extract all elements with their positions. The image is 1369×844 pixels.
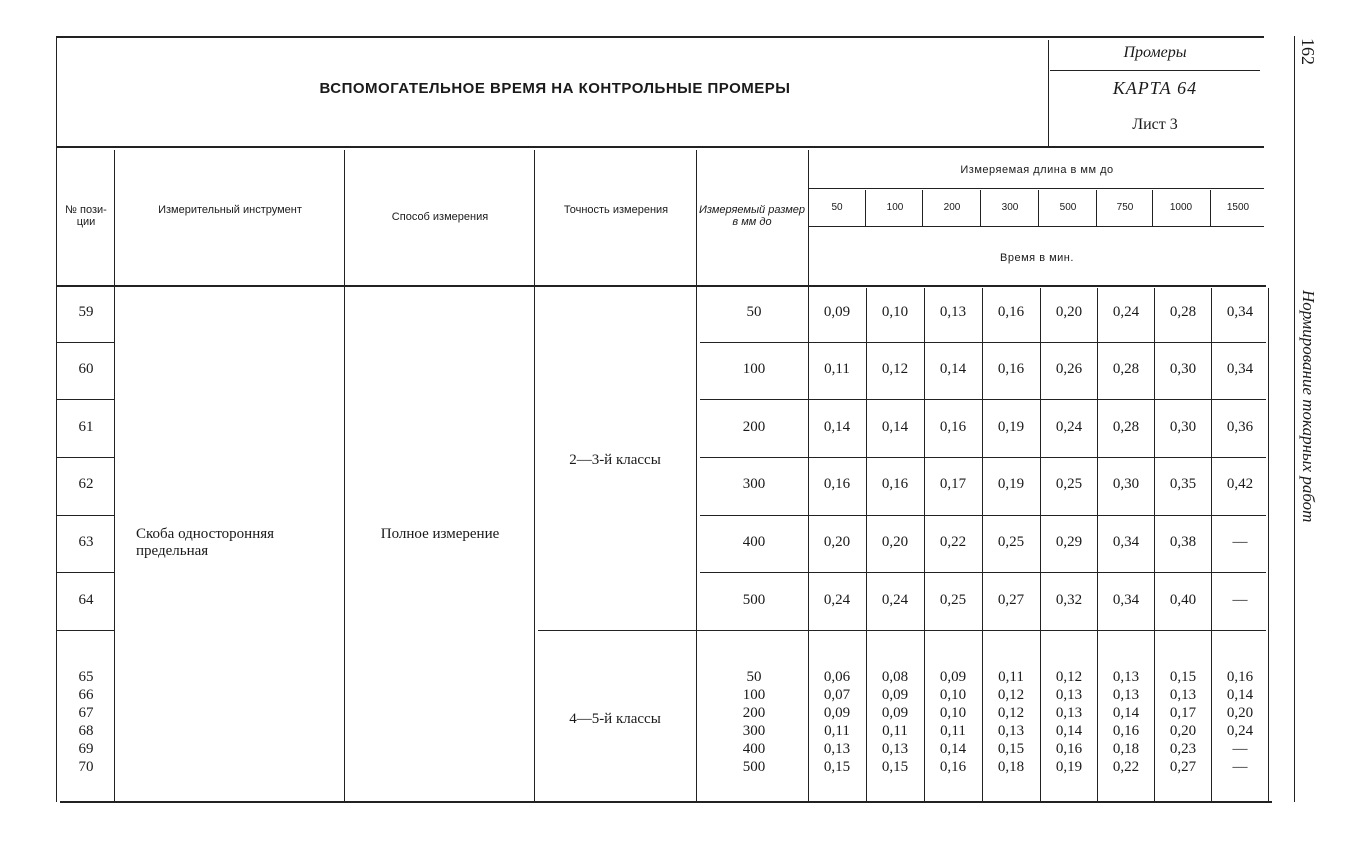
position-number: 60 bbox=[78, 361, 94, 377]
time-value: 0,13 bbox=[997, 723, 1025, 739]
time-value: 0,20 bbox=[1226, 705, 1254, 721]
time-value: 0,32 bbox=[1055, 592, 1083, 608]
time-value: 0,16 bbox=[1112, 723, 1140, 739]
time-value: 0,09 bbox=[823, 705, 851, 721]
position-number: 69 bbox=[78, 741, 94, 757]
position-number: 62 bbox=[78, 476, 94, 492]
time-value: 0,13 bbox=[1169, 687, 1197, 703]
val-col-sep bbox=[1268, 288, 1269, 802]
position-number: 63 bbox=[78, 534, 94, 550]
time-value: 0,12 bbox=[997, 705, 1025, 721]
time-value: 0,07 bbox=[823, 687, 851, 703]
time-value: 0,34 bbox=[1112, 534, 1140, 550]
col-line-1 bbox=[114, 150, 115, 802]
method-cell: Полное измерение bbox=[380, 526, 500, 542]
time-value: 0,24 bbox=[1055, 419, 1083, 435]
time-value: 0,34 bbox=[1226, 304, 1254, 320]
colhead-position: № пози-ции bbox=[65, 204, 107, 228]
row-sep bbox=[700, 572, 1266, 573]
time-value: 0,20 bbox=[823, 534, 851, 550]
time-value: 0,14 bbox=[881, 419, 909, 435]
position-number: 66 bbox=[78, 687, 94, 703]
card-number: КАРТА 64 bbox=[1112, 78, 1198, 98]
time-value: 0,15 bbox=[997, 741, 1025, 757]
time-value: 0,09 bbox=[823, 304, 851, 320]
time-value: 0,26 bbox=[1055, 361, 1083, 377]
colhead-size: Измеряемый размер в мм до bbox=[699, 204, 805, 228]
time-value: 0,40 bbox=[1169, 592, 1197, 608]
time-value: 0,24 bbox=[823, 592, 851, 608]
time-value: 0,34 bbox=[1112, 592, 1140, 608]
time-value: 0,19 bbox=[997, 476, 1025, 492]
time-value: 0,20 bbox=[1169, 723, 1197, 739]
colhead-method: Способ измерения bbox=[391, 211, 489, 223]
length-header: 1000 bbox=[1169, 202, 1193, 213]
length-header: 500 bbox=[1059, 202, 1077, 213]
page-number: 162 bbox=[1298, 38, 1318, 65]
card-section: Промеры bbox=[1123, 44, 1187, 61]
time-value: 0,14 bbox=[1055, 723, 1083, 739]
time-value: 0,15 bbox=[881, 759, 909, 775]
time-value: — bbox=[1232, 534, 1248, 550]
size-cell: 200 bbox=[742, 419, 766, 435]
time-value: 0,09 bbox=[939, 669, 967, 685]
time-value: — bbox=[1232, 592, 1248, 608]
time-value: 0,28 bbox=[1169, 304, 1197, 320]
time-value: — bbox=[1232, 741, 1248, 757]
colhead-instrument: Измерительный инструмент bbox=[158, 204, 302, 216]
length-header: 200 bbox=[943, 202, 961, 213]
time-value: 0,22 bbox=[939, 534, 967, 550]
time-value: 0,23 bbox=[1169, 741, 1197, 757]
time-value: 0,08 bbox=[881, 669, 909, 685]
time-value: 0,22 bbox=[1112, 759, 1140, 775]
col-line-4 bbox=[696, 150, 697, 802]
time-value: 0,24 bbox=[1226, 723, 1254, 739]
time-value: 0,16 bbox=[881, 476, 909, 492]
row-sep bbox=[56, 572, 114, 573]
time-value: 0,16 bbox=[1055, 741, 1083, 757]
time-value: 0,16 bbox=[1226, 669, 1254, 685]
time-value: 0,14 bbox=[939, 361, 967, 377]
size-cell: 100 bbox=[742, 361, 766, 377]
size-cell: 50 bbox=[746, 669, 762, 685]
running-title: Нормирование токарных работ bbox=[1299, 290, 1318, 523]
time-value: 0,11 bbox=[824, 723, 850, 739]
time-value: — bbox=[1232, 759, 1248, 775]
time-value: 0,20 bbox=[881, 534, 909, 550]
position-number: 67 bbox=[78, 705, 94, 721]
size-cell: 100 bbox=[742, 687, 766, 703]
header-bottom-border bbox=[56, 146, 1264, 148]
row-sep bbox=[56, 515, 114, 516]
time-value: 0,27 bbox=[997, 592, 1025, 608]
top-border bbox=[56, 36, 1264, 38]
size-cell: 500 bbox=[742, 592, 766, 608]
accuracy-b-cell: 4—5-й классы bbox=[569, 711, 661, 727]
size-cell: 300 bbox=[742, 476, 766, 492]
row-sep bbox=[56, 630, 114, 631]
position-number: 70 bbox=[78, 759, 94, 775]
time-value: 0,14 bbox=[823, 419, 851, 435]
instrument-cell: Скоба односторонняя предельная bbox=[136, 526, 275, 559]
time-value: 0,13 bbox=[1055, 705, 1083, 721]
time-value: 0,25 bbox=[1055, 476, 1083, 492]
position-number: 64 bbox=[78, 592, 94, 608]
time-value: 0,11 bbox=[824, 361, 850, 377]
size-cell: 400 bbox=[742, 534, 766, 550]
col-line-2 bbox=[344, 150, 345, 802]
time-value: 0,13 bbox=[1055, 687, 1083, 703]
time-value: 0,30 bbox=[1169, 419, 1197, 435]
row-sep bbox=[700, 457, 1266, 458]
time-value: 0,09 bbox=[881, 687, 909, 703]
colhead-time-unit: Время в мин. bbox=[1000, 252, 1074, 264]
position-number: 61 bbox=[78, 419, 94, 435]
time-value: 0,30 bbox=[1112, 476, 1140, 492]
time-value: 0,13 bbox=[939, 304, 967, 320]
time-value: 0,19 bbox=[1055, 759, 1083, 775]
time-value: 0,16 bbox=[939, 759, 967, 775]
bottom-border bbox=[60, 801, 1272, 803]
time-value: 0,13 bbox=[1112, 687, 1140, 703]
row-sep bbox=[538, 630, 1266, 631]
len-sep-1 bbox=[865, 190, 866, 226]
len-sep-3 bbox=[980, 190, 981, 226]
time-value: 0,24 bbox=[1112, 304, 1140, 320]
row-sep bbox=[56, 399, 114, 400]
size-cell: 500 bbox=[742, 759, 766, 775]
time-value: 0,14 bbox=[1226, 687, 1254, 703]
time-value: 0,16 bbox=[997, 361, 1025, 377]
colhead-length-group: Измеряемая длина в мм до bbox=[960, 164, 1114, 176]
time-value: 0,09 bbox=[881, 705, 909, 721]
len-head-top bbox=[808, 188, 1264, 189]
time-value: 0,34 bbox=[1226, 361, 1254, 377]
time-value: 0,13 bbox=[881, 741, 909, 757]
row-sep bbox=[700, 515, 1266, 516]
position-number: 65 bbox=[78, 669, 94, 685]
time-value: 0,10 bbox=[881, 304, 909, 320]
time-value: 0,25 bbox=[997, 534, 1025, 550]
time-value: 0,38 bbox=[1169, 534, 1197, 550]
time-value: 0,16 bbox=[939, 419, 967, 435]
time-value: 0,19 bbox=[997, 419, 1025, 435]
colhead-accuracy: Точность измерения bbox=[563, 204, 669, 216]
time-value: 0,18 bbox=[997, 759, 1025, 775]
row-sep bbox=[56, 342, 114, 343]
card-box-line bbox=[1050, 70, 1260, 71]
time-value: 0,10 bbox=[939, 687, 967, 703]
time-value: 0,10 bbox=[939, 705, 967, 721]
page-title: ВСПОМОГАТЕЛЬНОЕ ВРЕМЯ НА КОНТРОЛЬНЫЕ ПРОМЕРЫ bbox=[319, 80, 791, 97]
time-value: 0,17 bbox=[1169, 705, 1197, 721]
time-value: 0,27 bbox=[1169, 759, 1197, 775]
accuracy-a-cell: 2—3-й классы bbox=[569, 452, 661, 468]
time-value: 0,12 bbox=[881, 361, 909, 377]
time-value: 0,13 bbox=[1112, 669, 1140, 685]
time-value: 0,15 bbox=[1169, 669, 1197, 685]
row-sep bbox=[700, 342, 1266, 343]
time-value: 0,29 bbox=[1055, 534, 1083, 550]
size-cell: 200 bbox=[742, 705, 766, 721]
card-sheet: Лист 3 bbox=[1132, 116, 1178, 133]
time-value: 0,14 bbox=[939, 741, 967, 757]
position-number: 59 bbox=[78, 304, 94, 320]
time-value: 0,15 bbox=[823, 759, 851, 775]
time-value: 0,17 bbox=[939, 476, 967, 492]
len-sep-4 bbox=[1038, 190, 1039, 226]
size-cell: 300 bbox=[742, 723, 766, 739]
length-header: 50 bbox=[831, 202, 843, 213]
left-border bbox=[56, 36, 57, 802]
time-value: 0,24 bbox=[881, 592, 909, 608]
time-value: 0,30 bbox=[1169, 361, 1197, 377]
time-value: 0,18 bbox=[1112, 741, 1140, 757]
time-value: 0,25 bbox=[939, 592, 967, 608]
time-value: 0,42 bbox=[1226, 476, 1254, 492]
length-header: 300 bbox=[1001, 202, 1019, 213]
time-value: 0,20 bbox=[1055, 304, 1083, 320]
time-value: 0,35 bbox=[1169, 476, 1197, 492]
time-value: 0,06 bbox=[823, 669, 851, 685]
time-value: 0,12 bbox=[1055, 669, 1083, 685]
row-sep bbox=[700, 399, 1266, 400]
length-header: 1500 bbox=[1226, 202, 1250, 213]
right-margin-rule bbox=[1294, 36, 1295, 802]
time-value: 0,11 bbox=[882, 723, 908, 739]
size-cell: 400 bbox=[742, 741, 766, 757]
time-value: 0,14 bbox=[1112, 705, 1140, 721]
col-line-3 bbox=[534, 150, 535, 802]
length-header: 100 bbox=[886, 202, 904, 213]
time-value: 0,13 bbox=[823, 741, 851, 757]
time-value: 0,11 bbox=[940, 723, 966, 739]
len-head-bottom bbox=[808, 226, 1264, 227]
length-header: 750 bbox=[1116, 202, 1134, 213]
size-cell: 50 bbox=[746, 304, 762, 320]
time-value: 0,11 bbox=[998, 669, 1024, 685]
time-value: 0,12 bbox=[997, 687, 1025, 703]
row-sep bbox=[56, 457, 114, 458]
time-value: 0,16 bbox=[823, 476, 851, 492]
colhead-bottom-border bbox=[56, 285, 1266, 287]
time-value: 0,36 bbox=[1226, 419, 1254, 435]
time-value: 0,16 bbox=[997, 304, 1025, 320]
time-value: 0,28 bbox=[1112, 419, 1140, 435]
position-number: 68 bbox=[78, 723, 94, 739]
time-value: 0,28 bbox=[1112, 361, 1140, 377]
